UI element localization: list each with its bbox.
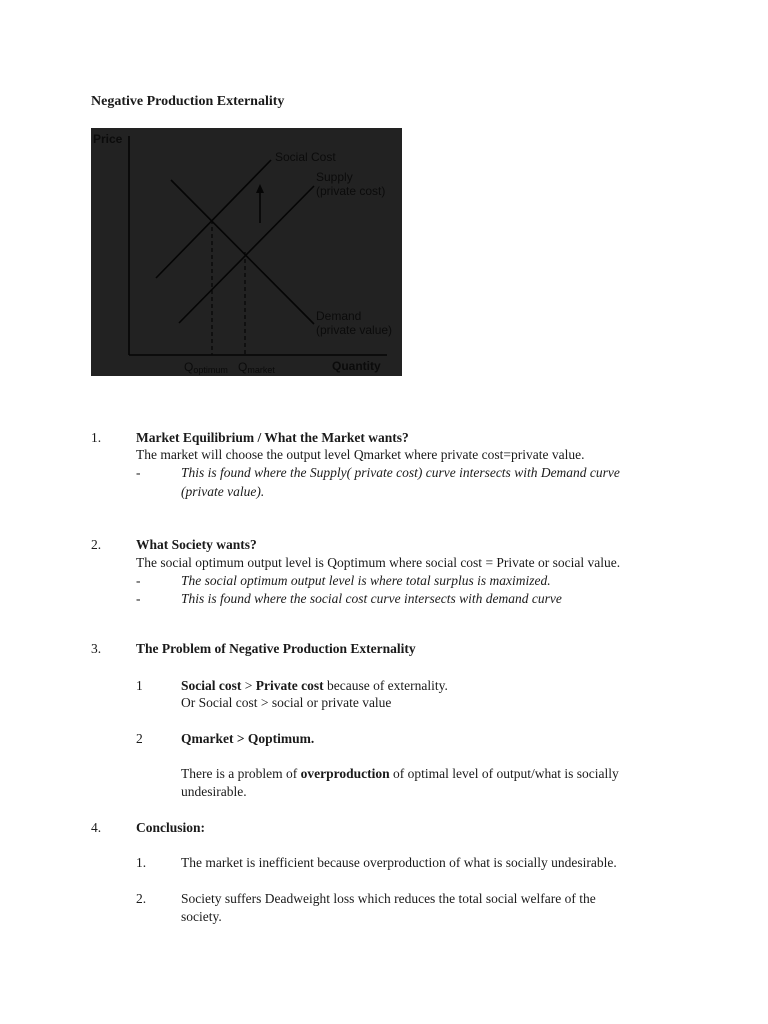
social-cost-curve <box>156 160 271 278</box>
q-optimum-base: Q <box>184 360 194 374</box>
price-axis-label: Price <box>93 132 123 146</box>
diagram-svg <box>91 128 402 376</box>
section-3-item-1-number: 1 <box>136 678 143 693</box>
section-2-heading: What Society wants? <box>136 537 257 552</box>
section-4-heading: Conclusion: <box>136 820 206 835</box>
supply-curve <box>179 186 314 323</box>
demand-label: Demand <box>316 309 362 323</box>
overproduction-term: overproduction <box>300 766 390 781</box>
document-title: Negative Production Externality <box>91 94 285 109</box>
section-1-number: 1. <box>91 430 102 445</box>
social-cost-term: Social cost <box>181 678 242 693</box>
section-1-bullet-line-1: This is found where the Supply( private cost) curve intersects with Demand curve <box>181 465 620 480</box>
section-2-number: 2. <box>91 537 102 552</box>
section-3-item-2-paragraph-line-2: undesirable. <box>181 784 247 799</box>
q-optimum-label <box>184 360 228 375</box>
section-4-item-2-number: 2. <box>136 891 147 906</box>
q-market-label <box>238 360 275 375</box>
section-1-bullet-marker: - <box>136 465 141 480</box>
section-2-text: The social optimum output level is Qoptimum where social cost = Private or social value. <box>136 555 621 570</box>
demand-curve <box>171 180 314 324</box>
section-2-bullet-1-marker: - <box>136 573 141 588</box>
section-4-item-2-text: Society suffers Deadweight loss which reduces the total social welfare of the <box>181 891 596 906</box>
section-3-item-2-number: 2 <box>136 731 143 746</box>
section-4-number: 4. <box>91 820 102 835</box>
demand-sub-label: (private value) <box>316 323 393 337</box>
supply-label: Supply <box>316 170 353 184</box>
externality-reason: because of externality. <box>323 678 448 693</box>
private-cost-term: Private cost <box>255 678 324 693</box>
section-4-item-1-text: The market is inefficient because overproduction of what is socially undesirable. <box>181 855 617 870</box>
section-1-text: The market will choose the output level Qmarket where private cost=private value. <box>136 447 585 462</box>
section-3-number: 3. <box>91 641 102 656</box>
social-cost-label: Social Cost <box>275 150 336 164</box>
supply-sub-label: (private cost) <box>316 184 386 198</box>
q-optimum-subscript: optimum <box>193 365 228 375</box>
section-4-item-2-text-line-2: society. <box>181 909 222 924</box>
section-3-item-2-paragraph <box>181 766 619 782</box>
section-1-heading: Market Equilibrium / What the Market wants? <box>136 430 409 445</box>
section-3-heading: The Problem of Negative Production Externality <box>136 641 416 656</box>
section-4-item-1-number: 1. <box>136 855 147 870</box>
shift-arrow-head <box>256 184 264 193</box>
paragraph-pre: There is a problem of <box>181 766 301 781</box>
section-3-item-2-heading: Qmarket > Qoptimum. <box>181 731 315 746</box>
q-market-subscript: market <box>247 365 275 375</box>
section-3-item-1-line-2: Or Social cost > social or private value <box>181 695 392 710</box>
paragraph-post: of optimal level of output/what is socially <box>389 766 619 781</box>
section-2-bullet-2-marker: - <box>136 591 141 606</box>
q-market-base: Q <box>238 360 248 374</box>
greater-than-sign: > <box>241 678 256 693</box>
section-2-bullet-2: This is found where the social cost curve intersects with demand curve <box>181 591 562 606</box>
section-2-bullet-1: The social optimum output level is where total surplus is maximized. <box>181 573 551 588</box>
externality-diagram <box>91 128 402 376</box>
section-3-item-1-text <box>181 678 448 694</box>
quantity-axis-label: Quantity <box>332 359 381 373</box>
section-1-bullet-line-2: (private value). <box>181 484 265 499</box>
